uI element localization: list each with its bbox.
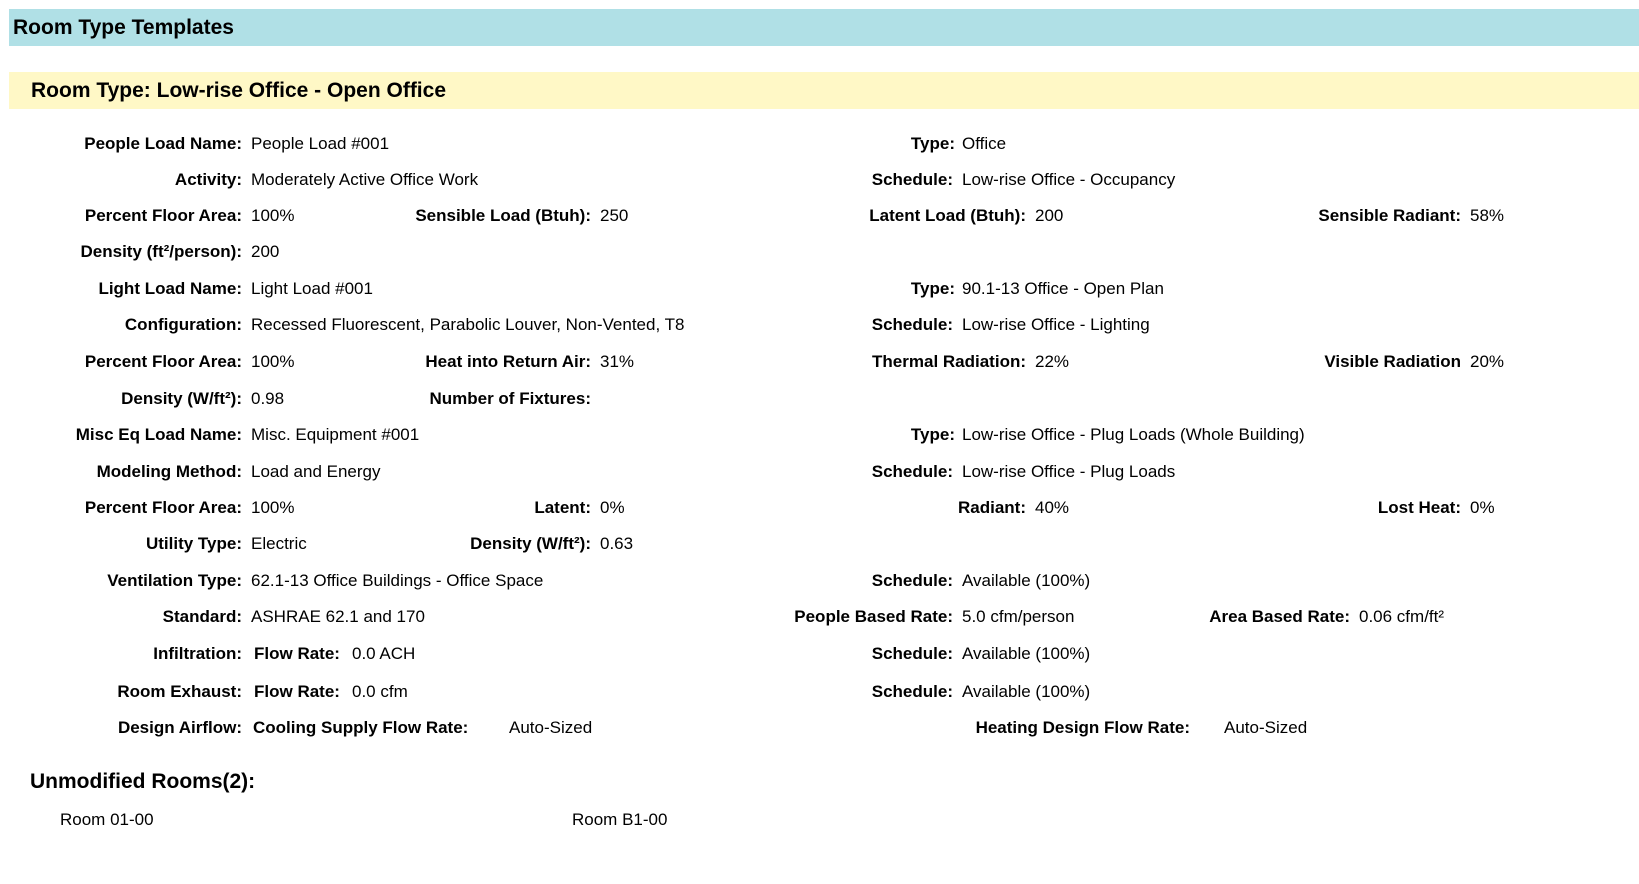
property-value: 31% [600, 352, 635, 371]
property-value: 250 [600, 206, 629, 225]
property-value: Moderately Active Office Work [251, 170, 479, 189]
property-label: Visible Radiation [1324, 352, 1461, 371]
property-value: 20% [1470, 352, 1505, 371]
property-value: 0.0 ACH [352, 644, 416, 663]
room-type-label: Room Type: [31, 79, 151, 102]
property-value: 58% [1470, 206, 1505, 225]
property-label: Thermal Radiation: [872, 352, 1026, 371]
property-label: Schedule: [871, 644, 953, 663]
property-row [0, 680, 1639, 704]
property-value: Office [962, 134, 1007, 153]
property-label: Latent Load (Btuh): [869, 206, 1026, 225]
property-value: Available (100%) [962, 571, 1091, 590]
property-value: Available (100%) [962, 644, 1091, 663]
property-value: 40% [1035, 498, 1070, 517]
unmodified-rooms-heading: Unmodified Rooms(2): [30, 770, 256, 793]
property-value: 0.06 cfm/ft² [1359, 607, 1445, 626]
property-label: Type: [910, 134, 955, 153]
property-label: Type: [910, 425, 955, 444]
property-row [0, 168, 1639, 192]
property-label: Area Based Rate: [1209, 607, 1350, 626]
property-value: 100% [251, 206, 295, 225]
property-value: Auto-Sized [1224, 718, 1308, 737]
property-value: 100% [251, 352, 295, 371]
property-row [0, 387, 1639, 411]
property-value: Load and Energy [251, 462, 381, 481]
property-row [0, 496, 1639, 520]
property-label: Sensible Load (Btuh): [415, 206, 591, 225]
property-value: 200 [251, 242, 280, 261]
property-label: Heat into Return Air: [425, 352, 591, 371]
property-label: Latent: [534, 498, 591, 517]
property-label: Heating Design Flow Rate: [975, 718, 1190, 737]
property-label: Lost Heat: [1377, 498, 1461, 517]
property-label: Density (W/ft²): [121, 389, 242, 408]
property-label: Utility Type: [145, 534, 242, 553]
property-label: Schedule: [871, 462, 953, 481]
property-label: Ventilation Type: [107, 571, 242, 590]
property-value: 200 [1035, 206, 1064, 225]
property-label: People Based Rate: [794, 607, 953, 626]
property-value: Low-rise Office - Plug Loads (Whole Building) [962, 425, 1305, 444]
property-label: Density (ft²/person): [80, 242, 242, 261]
property-value: Recessed Fluorescent, Parabolic Louver, Non-Vented, T8 [251, 315, 685, 334]
property-value: 62.1-13 Office Buildings - Office Space [251, 571, 544, 590]
property-value: 90.1-13 Office - Open Plan [962, 279, 1164, 298]
property-label: Radiant: [958, 498, 1026, 517]
property-row [0, 240, 1639, 264]
property-row [0, 605, 1639, 629]
property-row [0, 277, 1639, 301]
property-row [0, 204, 1639, 228]
property-label: Sensible Radiant: [1318, 206, 1461, 225]
property-value: Low-rise Office - Plug Loads [962, 462, 1176, 481]
property-value: Low-rise Office - Lighting [962, 315, 1150, 334]
property-row [0, 642, 1639, 666]
property-value: 0% [600, 498, 625, 517]
property-row [0, 350, 1639, 374]
property-row [0, 313, 1639, 337]
property-label: Light Load Name: [98, 279, 242, 298]
room-list-item: Room B1-00 [572, 810, 668, 829]
property-value: 22% [1035, 352, 1070, 371]
property-value: 100% [251, 498, 295, 517]
property-label: Schedule: [871, 315, 953, 334]
room-type-header [9, 72, 1639, 109]
property-value: Available (100%) [962, 682, 1091, 701]
property-label: Number of Fixtures: [429, 389, 591, 408]
property-row [0, 423, 1639, 447]
property-value: Low-rise Office - Occupancy [962, 170, 1176, 189]
property-row [0, 569, 1639, 593]
property-label: People Load Name: [84, 134, 242, 153]
property-value: 0.0 cfm [352, 682, 408, 701]
property-label: Percent Floor Area: [84, 206, 242, 225]
property-value: Light Load #001 [251, 279, 373, 298]
property-value: 0.98 [251, 389, 285, 408]
property-label: Flow Rate: [254, 682, 340, 701]
property-label: Cooling Supply Flow Rate: [253, 718, 469, 737]
property-label: Type: [910, 279, 955, 298]
property-value: Auto-Sized [509, 718, 593, 737]
property-label: Modeling Method: [96, 462, 242, 481]
property-label: Configuration: [124, 315, 242, 334]
property-value: ASHRAE 62.1 and 170 [251, 607, 425, 626]
property-label: Percent Floor Area: [84, 352, 242, 371]
property-label: Density (W/ft²): [470, 534, 591, 553]
property-label: Activity: [174, 170, 242, 189]
property-row [0, 716, 1639, 740]
property-value: 0.63 [600, 534, 634, 553]
property-label: Design Airflow: [117, 718, 242, 737]
property-label: Flow Rate: [254, 644, 340, 663]
property-label: Infiltration: [153, 644, 242, 663]
property-label: Schedule: [871, 571, 953, 590]
property-label: Schedule: [871, 170, 953, 189]
property-row [0, 532, 1639, 556]
room-list-item: Room 01-00 [60, 810, 154, 829]
property-label: Standard: [162, 607, 242, 626]
property-label: Percent Floor Area: [84, 498, 242, 517]
property-value: Misc. Equipment #001 [251, 425, 420, 444]
report-title-bar [9, 9, 1639, 46]
report-title: Room Type Templates [13, 16, 234, 39]
property-value: 0% [1470, 498, 1495, 517]
property-value: Electric [251, 534, 307, 553]
room-type-name: Low-rise Office - Open Office [156, 79, 447, 102]
property-value: 5.0 cfm/person [962, 607, 1075, 626]
property-row [0, 460, 1639, 484]
property-label: Schedule: [871, 682, 953, 701]
property-label: Misc Eq Load Name: [75, 425, 242, 444]
property-value: People Load #001 [251, 134, 390, 153]
property-row [0, 132, 1639, 156]
property-label: Room Exhaust: [117, 682, 242, 701]
